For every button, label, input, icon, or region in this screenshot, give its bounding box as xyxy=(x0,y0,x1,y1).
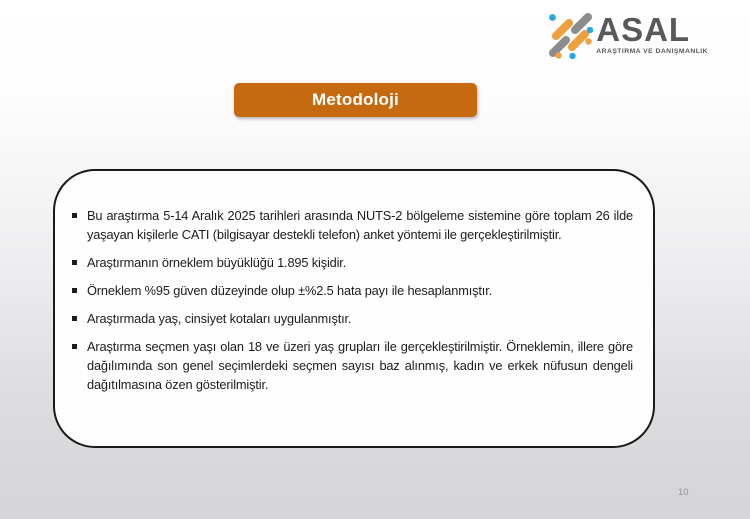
title-banner xyxy=(234,83,477,117)
logo-text-block xyxy=(596,11,708,55)
methodology-box xyxy=(53,169,655,448)
list-item: Örneklem %95 güven düzeyinde olup ±%2.5 hata payı ile hesaplanmıştır. xyxy=(69,281,633,300)
logo-tagline: ARAŞTIRMA VE DANIŞMANLIK xyxy=(596,48,708,55)
asal-logo xyxy=(547,11,708,59)
bullet-list xyxy=(69,206,633,394)
asal-logo-mark-icon xyxy=(547,11,593,59)
list-item: Araştırmanın örneklem büyüklüğü 1.895 kişidir. xyxy=(69,253,633,272)
list-item: Araştırma seçmen yaşı olan 18 ve üzeri yaş grupları ile gerçekleştirilmiştir. Örneklemin, illere göre dağılımında son genel seçimlerdeki seçmen sayısı baz alınmış, kadın ve erkek nüfusun dengeli dağıtılmasına özen gösterilmiştir. xyxy=(69,337,633,394)
page-number: 10 xyxy=(678,487,689,498)
logo-name: ASAL xyxy=(596,11,691,48)
list-item: Bu araştırma 5-14 Aralık 2025 tarihleri arasında NUTS-2 bölgeleme sistemine göre toplam 26 ilde yaşayan kişilerle CATI (bilgisayar destekli telefon) anket yöntemi ile gerçekleştirilmiştir. xyxy=(69,206,633,244)
list-item: Araştırmada yaş, cinsiyet kotaları uygulanmıştır. xyxy=(69,309,633,328)
slide-title: Metodoloji xyxy=(312,90,399,109)
